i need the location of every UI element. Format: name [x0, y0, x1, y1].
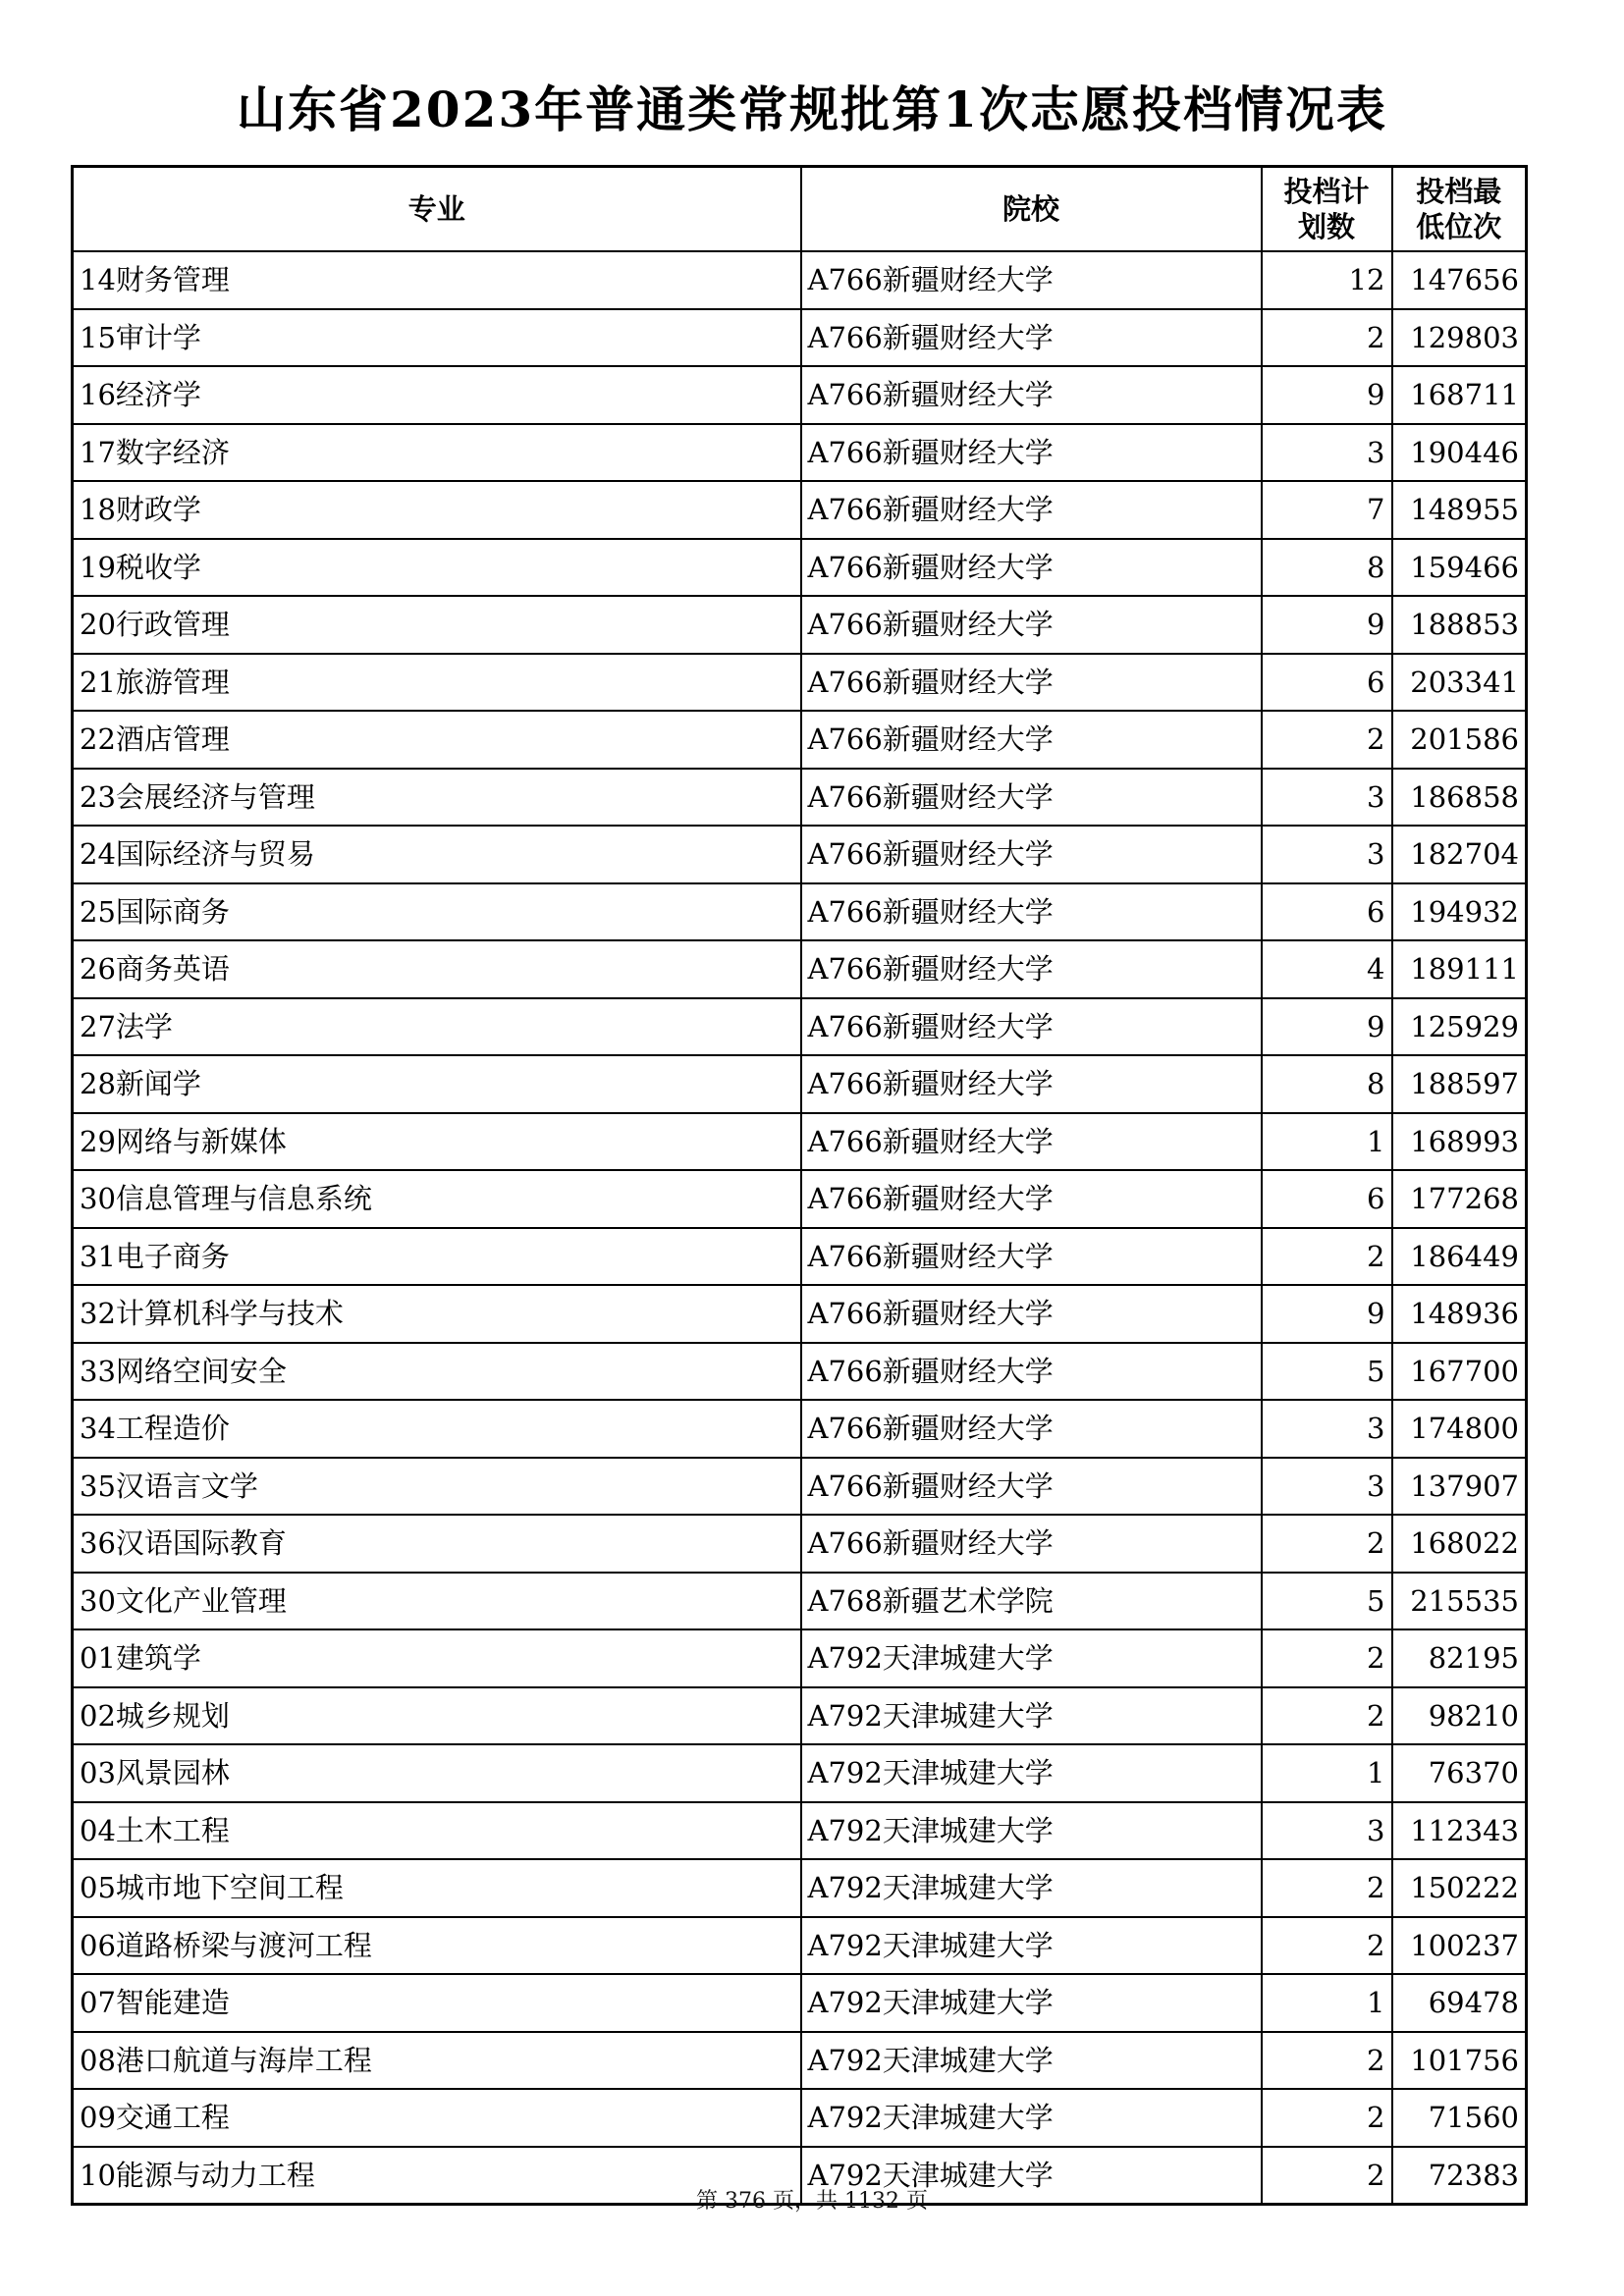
- cell-rank: 182704: [1392, 826, 1527, 883]
- table-row: [73, 1170, 1527, 1228]
- cell-plan: 12: [1262, 251, 1392, 309]
- table-row: [73, 940, 1527, 998]
- cell-rank: 69478: [1392, 1974, 1527, 2032]
- cell-rank: 112343: [1392, 1802, 1527, 1860]
- cell-plan: 1: [1262, 1744, 1392, 1802]
- cell-major: 25国际商务: [73, 883, 801, 941]
- cell-school: A766新疆财经大学: [801, 769, 1262, 827]
- table-row: [73, 1744, 1527, 1802]
- cell-major: 29网络与新媒体: [73, 1113, 801, 1171]
- cell-rank: 186449: [1392, 1228, 1527, 1286]
- cell-major: 06道路桥梁与渡河工程: [73, 1917, 801, 1975]
- cell-school: A766新疆财经大学: [801, 1458, 1262, 1516]
- cell-plan: 5: [1262, 1573, 1392, 1630]
- table-row: [73, 711, 1527, 769]
- table-row: [73, 366, 1527, 424]
- cell-school: A766新疆财经大学: [801, 1285, 1262, 1343]
- cell-plan: 8: [1262, 1055, 1392, 1113]
- table-row: [73, 596, 1527, 654]
- cell-rank: 215535: [1392, 1573, 1527, 1630]
- table-row: [73, 2089, 1527, 2147]
- cell-school: A792天津城建大学: [801, 1629, 1262, 1687]
- cell-school: A766新疆财经大学: [801, 883, 1262, 941]
- table-row: [73, 481, 1527, 539]
- cell-plan: 3: [1262, 1400, 1392, 1458]
- cell-major: 04土木工程: [73, 1802, 801, 1860]
- cell-rank: 201586: [1392, 711, 1527, 769]
- cell-school: A766新疆财经大学: [801, 366, 1262, 424]
- table-header-row: [73, 167, 1527, 252]
- cell-school: A792天津城建大学: [801, 1744, 1262, 1802]
- cell-major: 02城乡规划: [73, 1687, 801, 1745]
- header-rank-line1: 投档最: [1416, 175, 1502, 208]
- cell-rank: 177268: [1392, 1170, 1527, 1228]
- cell-rank: 186858: [1392, 769, 1527, 827]
- table-row: [73, 539, 1527, 597]
- cell-plan: 6: [1262, 654, 1392, 712]
- cell-school: A792天津城建大学: [801, 1917, 1262, 1975]
- table-row: [73, 998, 1527, 1056]
- cell-major: 20行政管理: [73, 596, 801, 654]
- cell-rank: 137907: [1392, 1458, 1527, 1516]
- cell-major: 17数字经济: [73, 424, 801, 482]
- cell-major: 28新闻学: [73, 1055, 801, 1113]
- cell-school: A792天津城建大学: [801, 1687, 1262, 1745]
- cell-plan: 5: [1262, 1343, 1392, 1401]
- cell-major: 22酒店管理: [73, 711, 801, 769]
- table-row: [73, 1687, 1527, 1745]
- cell-major: 34工程造价: [73, 1400, 801, 1458]
- cell-plan: 2: [1262, 1515, 1392, 1573]
- cell-school: A768新疆艺术学院: [801, 1573, 1262, 1630]
- cell-plan: 1: [1262, 1113, 1392, 1171]
- cell-major: 33网络空间安全: [73, 1343, 801, 1401]
- cell-rank: 188853: [1392, 596, 1527, 654]
- table-row: [73, 309, 1527, 367]
- page-footer: 第 376 页，共 1132 页: [696, 2189, 928, 2214]
- cell-major: 10能源与动力工程: [73, 2147, 801, 2205]
- table-row: [73, 1859, 1527, 1917]
- cell-rank: 194932: [1392, 883, 1527, 941]
- cell-school: A766新疆财经大学: [801, 1170, 1262, 1228]
- header-plan: [1262, 167, 1392, 252]
- cell-major: 01建筑学: [73, 1629, 801, 1687]
- header-rank-line2: 低位次: [1416, 210, 1502, 243]
- cell-plan: 2: [1262, 711, 1392, 769]
- cell-rank: 174800: [1392, 1400, 1527, 1458]
- table-row: [73, 424, 1527, 482]
- cell-major: 07智能建造: [73, 1974, 801, 2032]
- cell-plan: 8: [1262, 539, 1392, 597]
- table-row: [73, 1343, 1527, 1401]
- cell-rank: 72383: [1392, 2147, 1527, 2205]
- cell-major: 24国际经济与贸易: [73, 826, 801, 883]
- cell-rank: 71560: [1392, 2089, 1527, 2147]
- cell-school: A766新疆财经大学: [801, 539, 1262, 597]
- cell-rank: 190446: [1392, 424, 1527, 482]
- cell-plan: 3: [1262, 769, 1392, 827]
- cell-school: A792天津城建大学: [801, 2032, 1262, 2090]
- cell-rank: 101756: [1392, 2032, 1527, 2090]
- cell-school: A792天津城建大学: [801, 1974, 1262, 2032]
- cell-school: A792天津城建大学: [801, 1859, 1262, 1917]
- cell-plan: 3: [1262, 1802, 1392, 1860]
- cell-rank: 148955: [1392, 481, 1527, 539]
- cell-plan: 2: [1262, 1687, 1392, 1745]
- cell-major: 27法学: [73, 998, 801, 1056]
- table-row: [73, 1629, 1527, 1687]
- cell-plan: 9: [1262, 1285, 1392, 1343]
- cell-school: A766新疆财经大学: [801, 309, 1262, 367]
- cell-school: A792天津城建大学: [801, 2147, 1262, 2205]
- cell-rank: 76370: [1392, 1744, 1527, 1802]
- cell-plan: 3: [1262, 1458, 1392, 1516]
- admission-table: [71, 165, 1528, 2206]
- cell-school: A766新疆财经大学: [801, 711, 1262, 769]
- cell-rank: 168711: [1392, 366, 1527, 424]
- cell-school: A766新疆财经大学: [801, 1400, 1262, 1458]
- cell-major: 16经济学: [73, 366, 801, 424]
- cell-school: A766新疆财经大学: [801, 1055, 1262, 1113]
- table-row: [73, 826, 1527, 883]
- cell-major: 30信息管理与信息系统: [73, 1170, 801, 1228]
- header-school: 院校: [801, 167, 1262, 252]
- cell-school: A792天津城建大学: [801, 2089, 1262, 2147]
- cell-school: A766新疆财经大学: [801, 481, 1262, 539]
- table-row: [73, 1573, 1527, 1630]
- cell-major: 14财务管理: [73, 251, 801, 309]
- cell-plan: 6: [1262, 883, 1392, 941]
- cell-rank: 188597: [1392, 1055, 1527, 1113]
- cell-plan: 6: [1262, 1170, 1392, 1228]
- cell-school: A766新疆财经大学: [801, 1113, 1262, 1171]
- cell-school: A766新疆财经大学: [801, 596, 1262, 654]
- cell-school: A766新疆财经大学: [801, 826, 1262, 883]
- table-row: [73, 1055, 1527, 1113]
- cell-plan: 2: [1262, 2032, 1392, 2090]
- cell-school: A766新疆财经大学: [801, 654, 1262, 712]
- cell-rank: 168993: [1392, 1113, 1527, 1171]
- cell-school: A766新疆财经大学: [801, 1343, 1262, 1401]
- table-row: [73, 1228, 1527, 1286]
- cell-rank: 100237: [1392, 1917, 1527, 1975]
- cell-rank: 150222: [1392, 1859, 1527, 1917]
- cell-rank: 203341: [1392, 654, 1527, 712]
- table-row: [73, 883, 1527, 941]
- cell-major: 21旅游管理: [73, 654, 801, 712]
- cell-major: 08港口航道与海岸工程: [73, 2032, 801, 2090]
- table-row: [73, 769, 1527, 827]
- cell-plan: 2: [1262, 2089, 1392, 2147]
- cell-plan: 3: [1262, 424, 1392, 482]
- cell-major: 15审计学: [73, 309, 801, 367]
- cell-major: 23会展经济与管理: [73, 769, 801, 827]
- cell-plan: 2: [1262, 2147, 1392, 2205]
- cell-school: A766新疆财经大学: [801, 998, 1262, 1056]
- cell-major: 18财政学: [73, 481, 801, 539]
- cell-major: 09交通工程: [73, 2089, 801, 2147]
- cell-school: A792天津城建大学: [801, 1802, 1262, 1860]
- cell-rank: 82195: [1392, 1629, 1527, 1687]
- cell-rank: 129803: [1392, 309, 1527, 367]
- table-row: [73, 2032, 1527, 2090]
- cell-plan: 7: [1262, 481, 1392, 539]
- cell-plan: 3: [1262, 826, 1392, 883]
- cell-rank: 148936: [1392, 1285, 1527, 1343]
- cell-major: 03风景园林: [73, 1744, 801, 1802]
- table-body: [73, 251, 1527, 2205]
- table-row: [73, 1917, 1527, 1975]
- cell-school: A766新疆财经大学: [801, 424, 1262, 482]
- cell-plan: 9: [1262, 596, 1392, 654]
- cell-major: 32计算机科学与技术: [73, 1285, 801, 1343]
- cell-plan: 1: [1262, 1974, 1392, 2032]
- table-row: [73, 1458, 1527, 1516]
- cell-plan: 2: [1262, 1859, 1392, 1917]
- cell-plan: 2: [1262, 1917, 1392, 1975]
- cell-school: A766新疆财经大学: [801, 1228, 1262, 1286]
- table-row: [73, 1515, 1527, 1573]
- cell-school: A766新疆财经大学: [801, 251, 1262, 309]
- cell-rank: 167700: [1392, 1343, 1527, 1401]
- cell-major: 30文化产业管理: [73, 1573, 801, 1630]
- header-plan-line2: 划数: [1297, 210, 1355, 243]
- cell-plan: 4: [1262, 940, 1392, 998]
- cell-major: 05城市地下空间工程: [73, 1859, 801, 1917]
- header-plan-line1: 投档计: [1283, 175, 1370, 208]
- cell-plan: 9: [1262, 998, 1392, 1056]
- cell-rank: 125929: [1392, 998, 1527, 1056]
- cell-major: 35汉语言文学: [73, 1458, 801, 1516]
- table-row: [73, 654, 1527, 712]
- cell-major: 36汉语国际教育: [73, 1515, 801, 1573]
- table-row: [73, 1400, 1527, 1458]
- table-row: [73, 1974, 1527, 2032]
- cell-rank: 159466: [1392, 539, 1527, 597]
- cell-rank: 98210: [1392, 1687, 1527, 1745]
- table-row: [73, 1113, 1527, 1171]
- page-title: 山东省2023年普通类常规批第1次志愿投档情况表: [237, 80, 1387, 138]
- cell-school: A766新疆财经大学: [801, 940, 1262, 998]
- cell-plan: 2: [1262, 1629, 1392, 1687]
- cell-major: 31电子商务: [73, 1228, 801, 1286]
- header-major: 专业: [73, 167, 801, 252]
- table-row: [73, 1802, 1527, 1860]
- cell-rank: 168022: [1392, 1515, 1527, 1573]
- table-row: [73, 251, 1527, 309]
- table-row: [73, 1285, 1527, 1343]
- cell-plan: 2: [1262, 309, 1392, 367]
- cell-plan: 9: [1262, 366, 1392, 424]
- cell-rank: 189111: [1392, 940, 1527, 998]
- cell-major: 26商务英语: [73, 940, 801, 998]
- cell-major: 19税收学: [73, 539, 801, 597]
- cell-rank: 147656: [1392, 251, 1527, 309]
- header-rank: [1392, 167, 1527, 252]
- cell-school: A766新疆财经大学: [801, 1515, 1262, 1573]
- cell-plan: 2: [1262, 1228, 1392, 1286]
